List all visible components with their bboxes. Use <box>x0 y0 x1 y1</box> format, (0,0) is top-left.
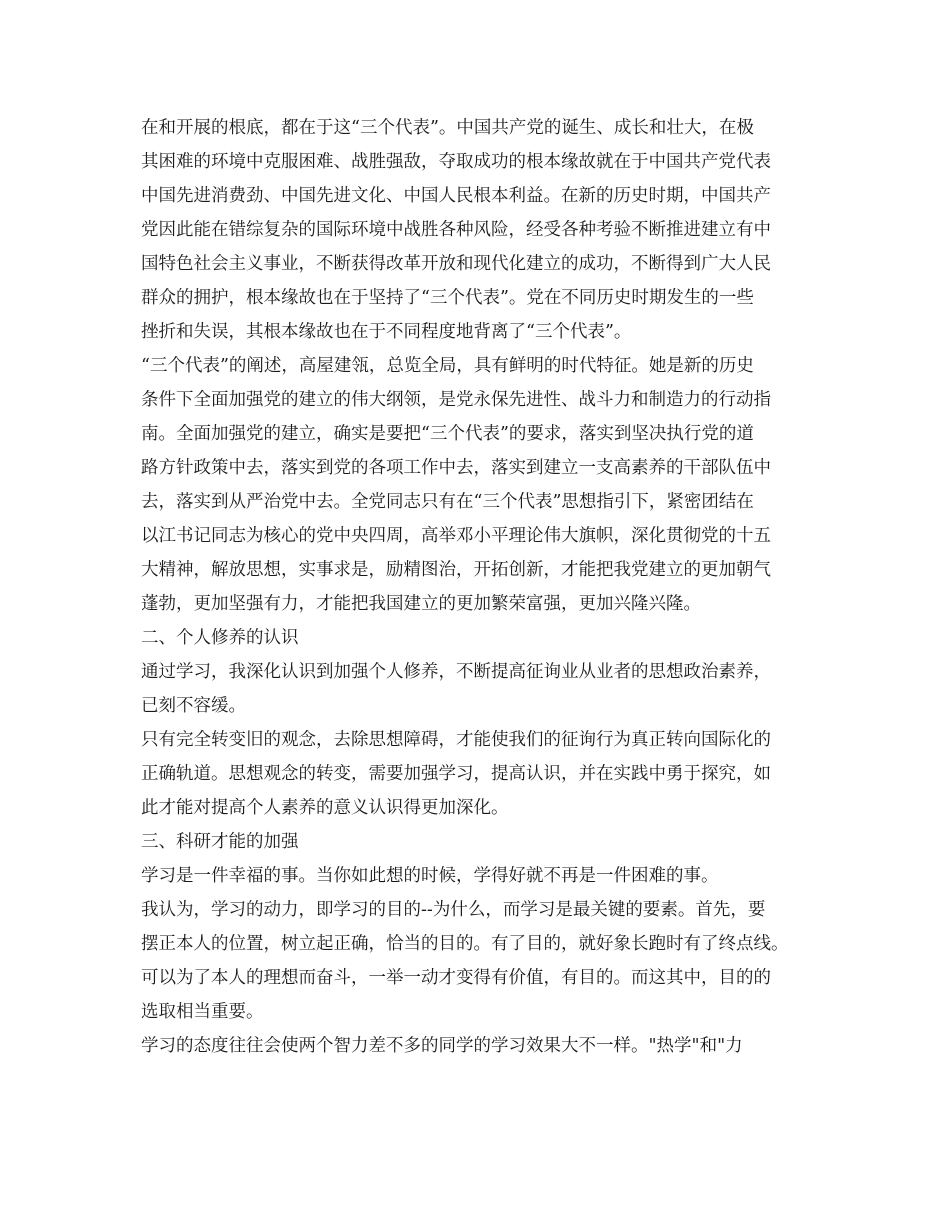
text-line: 去，落实到从严治党中去。全党同志只有在“三个代表”思想指引下，紧密团结在 <box>141 492 754 512</box>
text-line: 可以为了本人的理想而奋斗，一举一动才变得有价值，有目的。而这其中，目的的 <box>141 968 771 988</box>
text-line: 我认为，学习的动力，即学习的目的--为什么，而学习是最关键的要素。首先，要 <box>141 900 766 920</box>
section-heading: 三、科研才能的加强 <box>141 832 299 852</box>
text-line: 通过学习，我深化认识到加强个人修养，不断提高征询业从业者的思想政治素养， <box>141 662 771 682</box>
text-line: 党因此能在错综复杂的国际环境中战胜各种风险，经受各种考验不断推进建立有中 <box>141 220 771 240</box>
text-line: 此才能对提高个人素养的意义认识得更加深化。 <box>141 798 509 818</box>
text-line: 国特色社会主义事业，不断获得改革开放和现代化建立的成功，不断得到广大人民 <box>141 254 771 274</box>
text-line: 南。全面加强党的建立，确实是要把“三个代表”的要求，落实到坚决执行党的道 <box>141 424 754 444</box>
text-line: 中国先进消费劲、中国先进文化、中国人民根本利益。在新的历史时期，中国共产 <box>141 186 771 206</box>
text-line: 选取相当重要。 <box>141 1002 264 1022</box>
text-line: 其困难的环境中克服困难、战胜强敌，夺取成功的根本缘故就在于中国共产党代表 <box>141 152 771 172</box>
text-line: 蓬勃，更加坚强有力，才能把我国建立的更加繁荣富强，更加兴隆兴隆。 <box>141 594 701 614</box>
text-line: 路方针政策中去，落实到党的各项工作中去，落实到建立一支高素养的干部队伍中 <box>141 458 771 478</box>
text-line: 摆正本人的位置，树立起正确，恰当的目的。有了目的，就好象长跑时有了终点线。 <box>141 934 789 954</box>
text-line: 只有完全转变旧的观念，去除思想障碍，才能使我们的征询行为真正转向国际化的 <box>141 730 771 750</box>
text-line: 群众的拥护，根本缘故也在于坚持了“三个代表”。党在不同历史时期发生的一些 <box>141 288 754 308</box>
section-heading: 二、个人修养的认识 <box>141 628 299 648</box>
text-line: 学习的态度往往会使两个智力差不多的同学的学习效果大不一样。"热学"和"力 <box>141 1036 743 1056</box>
text-line: 挫折和失误，其根本缘故也在于不同程度地背离了“三个代表”。 <box>141 322 632 342</box>
text-line: 已刻不容缓。 <box>141 696 246 716</box>
text-line: 以江书记同志为核心的党中央四周，高举邓小平理论伟大旗帜，深化贯彻党的十五 <box>141 526 771 546</box>
text-line: 大精神，解放思想，实事求是，励精图治，开拓创新，才能把我党建立的更加朝气 <box>141 560 771 580</box>
text-line: “三个代表”的阐述，高屋建瓴，总览全局，具有鲜明的时代特征。她是新的历史 <box>141 356 754 376</box>
text-line: 条件下全面加强党的建立的伟大纲领，是党永保先进性、战斗力和制造力的行动指 <box>141 390 771 410</box>
text-line: 学习是一件幸福的事。当你如此想的时候，学得好就不再是一件困难的事。 <box>141 866 719 886</box>
text-line: 正确轨道。思想观念的转变，需要加强学习，提高认识，并在实践中勇于探究，如 <box>141 764 771 784</box>
text-line: 在和开展的根底，都在于这“三个代表”。中国共产党的诞生、成长和壮大，在极 <box>141 118 754 138</box>
